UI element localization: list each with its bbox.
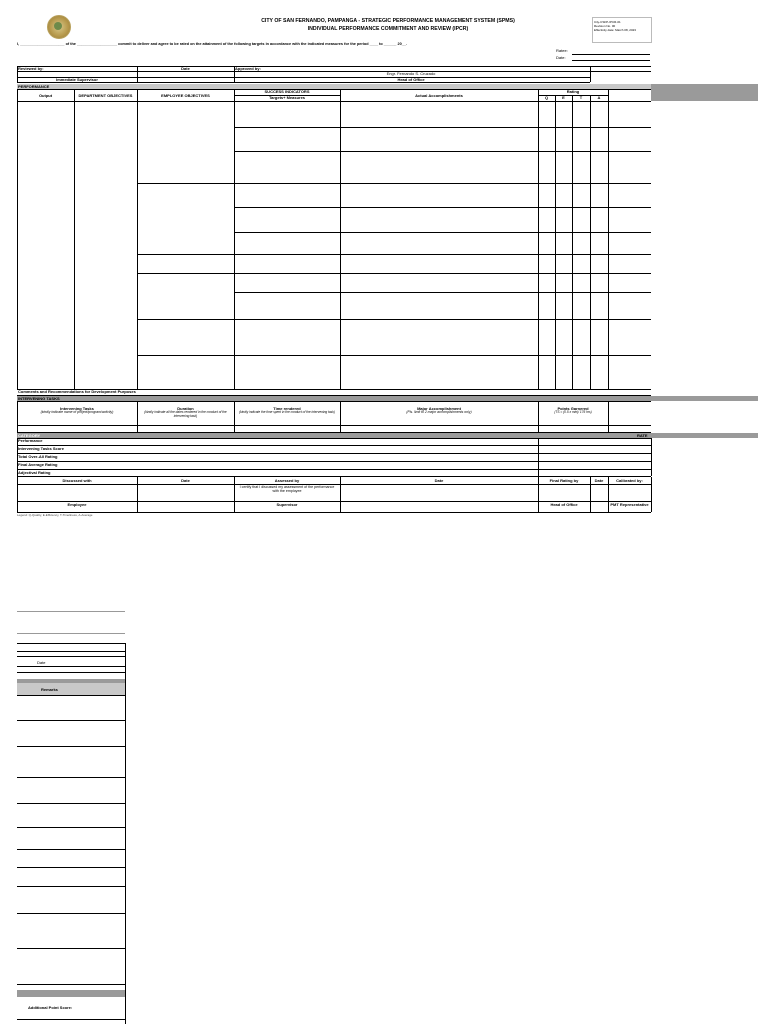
rating-legend: Legend: Q-Quality, E-Efficiency, T-Timeliness, A-Average xyxy=(17,513,93,517)
city-seal-logo xyxy=(47,15,71,39)
lower-date-label: Date xyxy=(37,660,46,665)
final-rating-by-label: Final Rating by xyxy=(549,478,579,483)
certify-statement: I certify that I discussed my assessment of the performance with the employee xyxy=(239,485,335,493)
col-points-garnered: Points Garnered xyxy=(557,406,589,411)
summary-performance: Performance xyxy=(18,438,43,443)
section-performance: PERFORMANCE xyxy=(18,84,50,89)
employee-label: Employee xyxy=(67,502,87,507)
col-success-indicators: SUCCESS INDICATORS xyxy=(264,89,310,94)
form-title-line2: INDIVIDUAL PERFORMANCE COMMITMENT AND REVIEW (IPCR) xyxy=(307,26,469,32)
summary-total-overall: Total Over-All Rating xyxy=(18,454,58,459)
summary-intervening-score: Intervening Tasks Score xyxy=(18,446,64,451)
review-date-label: Date xyxy=(181,66,190,71)
additional-point-score-label: Additional Point Score: xyxy=(28,1005,73,1010)
col-time-rendered-note: (kindly indicate the time spent in the conduct of the intervening task) xyxy=(239,410,335,414)
col-duration-note: (kindly indicate all the dates rendered in the conduct of the intervening task) xyxy=(144,410,227,418)
col-rating-a: A xyxy=(597,95,601,100)
pmt-representative-label: PMT Representative xyxy=(610,502,649,507)
col-department-objectives: DEPARTMENT OBJECTIVES xyxy=(78,93,133,98)
date-label: Date: xyxy=(556,55,566,60)
table-row xyxy=(137,254,651,255)
supervisor-label: Supervisor xyxy=(276,502,298,507)
col-time-rendered: Time rendered xyxy=(273,406,301,411)
col-rating: Rating xyxy=(566,89,580,94)
ref-code: City-CSFP-IPCR-01 xyxy=(594,20,621,24)
table-row xyxy=(137,355,651,356)
summary-final-average: Final Average Rating xyxy=(18,462,58,467)
col-points-garnered-note: (TS = (0.5 x min)/ 176 hrs) xyxy=(554,410,592,414)
col-output: Output xyxy=(38,93,53,98)
col-employee-objectives: EMPLOYEE OBJECTIVES xyxy=(161,93,210,98)
approved-by-label: Approved by: xyxy=(235,66,261,71)
signoff-date1: Date xyxy=(181,478,190,483)
col-rating-q: Q xyxy=(544,95,549,100)
assessed-by-label: Assessed by xyxy=(274,478,300,483)
form-reference-box xyxy=(592,17,652,43)
col-major-accomplishment-note: (Pls. limit to 2 major accomplishments only) xyxy=(406,410,472,414)
signoff-date2: Date xyxy=(434,478,444,483)
table-row xyxy=(137,273,651,274)
table-row xyxy=(234,207,651,208)
immediate-supervisor-label: Immediate Supervisor xyxy=(56,77,98,82)
comments-recommendations-label: Comments and Recommendations for Development Purposes xyxy=(18,389,136,394)
table-row xyxy=(137,319,651,320)
calibrated-by-label: Calibrated by: xyxy=(616,478,643,483)
remarks-label: Remarks xyxy=(41,687,58,692)
col-major-accomplishment: Major Accomplishment xyxy=(417,406,461,411)
commitment-statement: I, _____________________ of the ___________________ commit to deliver and agree to be rated on the attainment of the following targets in accordance with the indicated measures for the period ____ to ______ 20__. xyxy=(17,42,407,46)
col-duration: Duration xyxy=(177,406,194,411)
signoff-head-of-office: Head of Office xyxy=(550,502,578,507)
summary-adjectival: Adjectival Rating xyxy=(18,470,51,475)
summary-category-label: CATEGORY xyxy=(18,433,41,438)
ref-effectivity: Effectivity date: March 08, 2023 xyxy=(594,28,636,32)
col-targets-measures: Targets+ Measures xyxy=(268,95,306,100)
table-row xyxy=(234,127,651,128)
table-row xyxy=(234,151,651,152)
table-row xyxy=(234,292,651,293)
table-row xyxy=(234,232,651,233)
col-actual-accomplishments: Actual Accomplishments xyxy=(415,93,463,98)
form-title-line1: CITY OF SAN FERNANDO, PAMPANGA - STRATEGIC PERFORMANCE MANAGEMENT SYSTEM (SPMS) xyxy=(261,18,515,24)
head-of-office-label: Head of Office xyxy=(397,77,425,82)
ratee-label: Ratee: xyxy=(556,48,568,53)
approver-name: Engr. Fernando S. Cruzado xyxy=(386,71,436,76)
discussed-with-label: Discussed with xyxy=(62,478,92,483)
reviewed-by-label: Reviewed by: xyxy=(18,66,44,71)
ref-revision: Revision No. 00 xyxy=(594,24,616,28)
col-intervening-tasks: Intervening Tasks xyxy=(60,406,94,411)
signoff-date3: Date xyxy=(594,478,604,483)
table-row xyxy=(137,183,651,184)
summary-rate-label: RATE xyxy=(637,433,648,438)
section-intervening-tasks: INTERVENING TASKS xyxy=(18,396,60,401)
col-rating-e: E xyxy=(562,95,565,100)
col-rating-t: T xyxy=(579,95,583,100)
col-intervening-tasks-note: (kindly indicate name of project/program/activity) xyxy=(40,410,114,414)
